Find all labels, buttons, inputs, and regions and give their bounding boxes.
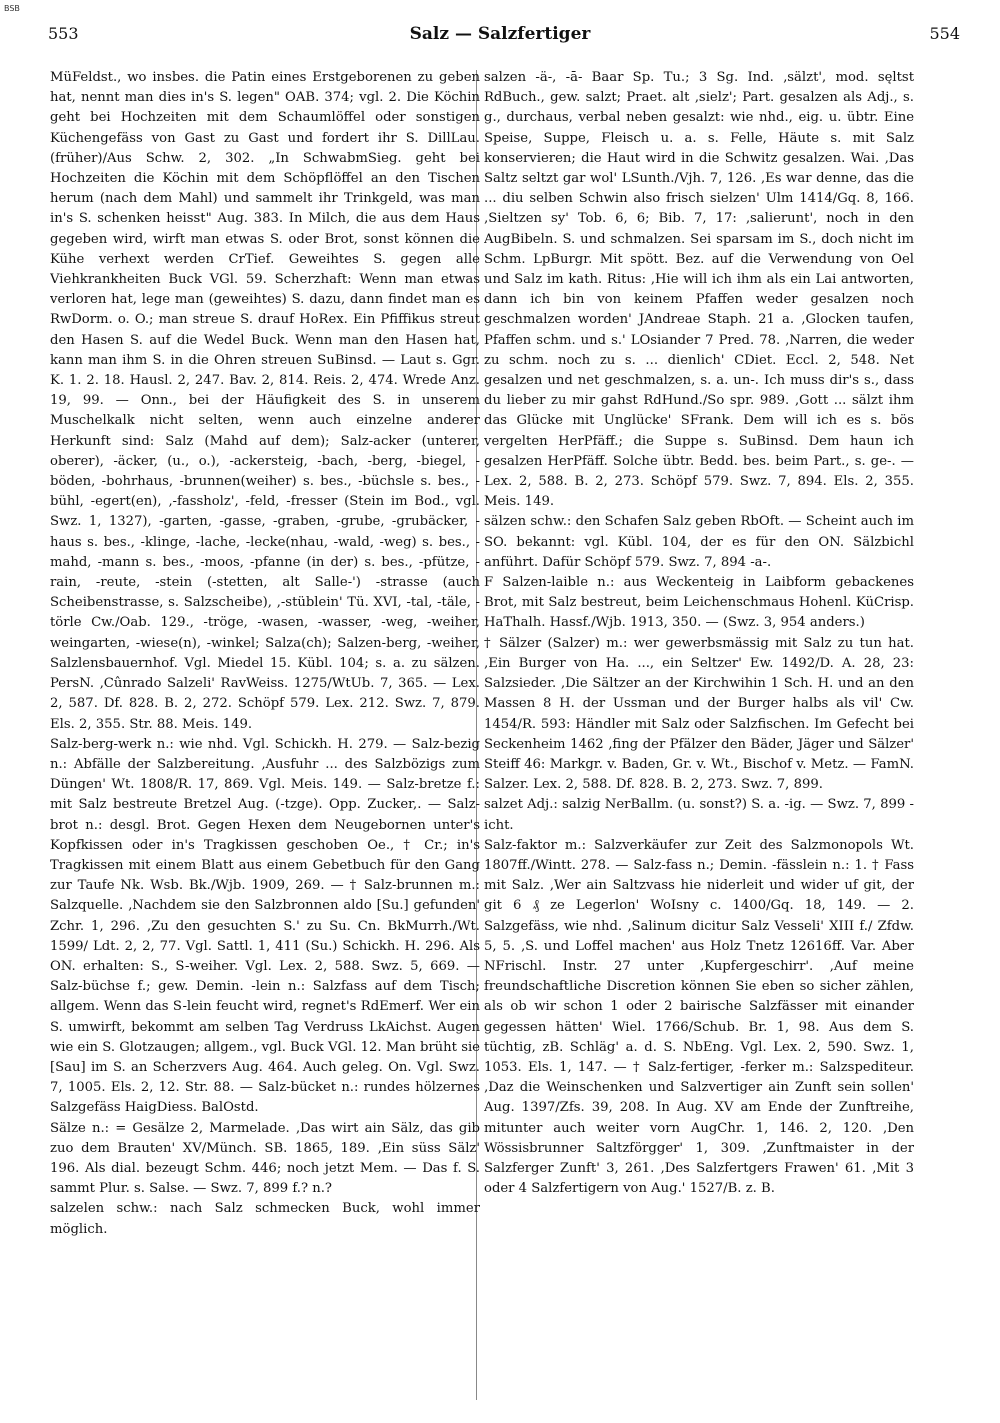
entry-saelzer: † Sälzer (Salzer) m.: wer gewerbsmässig mit Salz zu tun hat. ‚Ein Burger von Ha. ..., ein Seltzer' Ew. 1492/D. A. 28, 23: Salzsieder. ‚Die Sältzer an der Kirchwihin 1 Sch. H. und an den Massen 8 H. der Ussman und der Burger halbs als vil' Cw. 1454/R. 593: Händler mit Salz oder Salzfischen. Im Gefecht bei Seckenheim 1462 ‚fing der Pfälzer den Bäder, Jäger und Sälzer' Steiff 46: Markgr. v. Baden, Gr. v. Wt., Bischof v. Metz. — FamN. Salzer. Lex. 2, 588. Df. 828. B. 2, 273. Swz. 7, 899. <box>484 635 914 793</box>
entry-salzen-laible: F Salzen-laible n.: aus Weckenteig in Laibform gebackenes Brot, mit Salz bestreut, beim Leichenschmaus Hohenl. KüCrisp. HaThalh. Hassf./Wjb. 1913, 350. — (Swz. 3, 954 anders.) <box>484 575 914 631</box>
entry-salzelen: salzelen schw.: nach Salz schmecken Buck, wohl immer möglich. <box>50 1201 480 1237</box>
left-column <box>50 68 480 1408</box>
entry-salz-berg-werk: Salz-berg-werk n.: wie nhd. Vgl. Schickh. H. 279. — Salz-bezig n.: Abfälle der Salzbereitung. ‚Ausfuhr ... des Salzbözigs zum Düngen' Wt. 1808/R. 17, 869. Vgl. Meis. 149. — Salz-bretze f.: mit Salz bestreute Bretzel Aug. (-tzge). Opp. Zucker,. — Salz-brot n.: desgl. Brot. Gegen Hexen dem Neugebornen unter's Kopfkissen oder in's Tragkissen geschoben Oe., † Cr.; in's Tragkissen mit einem Blatt aus einem Gebetbuch für den Gang zur Taufe Nk. Wsb. Bk./Wjb. 1909, 269. — † Salz-brunnen m.: Salzquelle. ‚Nachdem sie den Salzbronnen aldo [Su.] gefunden' Zchr. 1, 296. ‚Zu den gesuchten S.' zu Su. Cn. BkMurrh./Wt. 1599/ Ldt. 2, 2, 77. Vgl. Sattl. 1, 411 (Su.) Schickh. H. 296. Als ON. erhalten: S., S-weiher. Vgl. Lex. 2, 588. Swz. 5, 669. — Salz-büchse f.; gew. Demin. -lein n.: Salzfass auf dem Tisch; allgem. Wenn das S-lein feucht wird, regnet's RdEmerf. Wer ein S. umwirft, bekommt am selben Tag Verdruss LkAichst. Augen wie ein S. Glotzaugen; allgem., vgl. Buck VGl. 12. Man brüht sie [Sau] im S. an Scherzvers Aug. 464. Auch geleg. On. Vgl. Swz. 7, 1005. Els. 2, 12. Str. 88. — Salz-bücket n.: rundes hölzernes Salzgefäss HaigDiess. BalOstd. <box>50 736 480 1116</box>
entry-saelze: Sälze n.: = Gesälze 2, Marmelade. ‚Das wirt ain Sälz, das gib zuo dem Brauten' XV/Münch. SB. 1865, 189. ‚Ein süss Sälz' 196. Als dial. bezeugt Schm. 446; noch jetzt Mem. — Das f. S. sammt Plur. s. Salse. — Swz. 7, 899 f.? n.? <box>50 1120 480 1197</box>
entry-salzen: salzen -ä-, -ā- Baar Sp. Tu.; 3 Sg. Ind. ‚sälzt', mod. sęltst RdBuch., gew. salzt; Praet. alt ‚sielz'; Part. gesalzen als Adj., s. g., durchaus, verbal neben gesalzt: wie nhd., eig. u. übtr. Eine Speise, Suppe, Fleisch u. a. s. Felle, Häute s. mit Salz konservieren; die Haut wird in die Schwitz gesalzen. Wai. ‚Das Saltz seltzt gar wol' LSunth./Vjh. 7, 126. ‚Es war denne, das die ... diu selben Schwin also frisch sielzen' Ulm 1414/Gq. 8, 166. ‚Sieltzen sy' Tob. 6, 6; Bib. 7, 17: ‚salierunt', noch in den AugBibeln. S. und schmalzen. Sei sparsam im S., doch nicht im Schm. LpBurgr. Mit spött. Bez. auf die Verwendung von Oel und Salz im kath. Ritus: ‚Hie will ich ihm als ein Lai antworten, dann ich bin von keinem Pfaffen weder gesalzen noch geschmalzen worden' JAndreae Staph. 21 a. ‚Glocken taufen, Pfaffen schm. und s.' LOsiander 7 Pred. 78. ‚Narren, die weder zu schm. noch zu s. ... dienlich' CDiet. Eccl. 2, 548. Net gesalzen und net geschmalzen, s. a. un-. Ich muss dir's s., dass du lieber zu mir gahst RdHund./So spr. 989. ‚Gott ... sälzt ihm das Glücke mit Unglücke' SFrank. Dem will ich es s. bös vergelten HerPfäff.; die Suppe s. SuBinsd. Dem haun ich gesalzen HerPfäff. Solche übtr. Bedd. bes. beim Part., s. ge-. — Lex. 2, 588. B. 2, 273. Schöpf 579. Swz. 7, 894. Els. 2, 355. Meis. 149. <box>484 70 914 510</box>
library-watermark: BSB <box>4 4 20 13</box>
running-title: Salz — Salzfertiger <box>409 24 591 44</box>
entry-salz-continued: MüFeldst., wo insbes. die Patin eines Erstgeborenen zu geben hat, nennt man dies in's S. legen" OAB. 374; vgl. 2. Die Köchin geht bei Hochzeiten mit dem Schaumlöffel oder sonstigen Küchengefäss von Gast zu Gast und fordert ihr S. DillLau. (früher)/Aus Schw. 2, 302. „In SchwabmSieg. geht bei Hochzeiten die Köchin mit dem Schöpflöffel an den Tischen herum (nach dem Mahl) und sammelt ihr Trinkgeld, was man in's S. schenken heisst" Aug. 383. In Milch, die aus dem Haus gegeben wird, wirft man etwas S. oder Brot, sonst können die Kühe verhext werden CrTief. Geweihtes S. gegen alle Viehkrankheiten Buck VGl. 59. Scherzhaft: Wenn man etwas verloren hat, lege man (geweihtes) S. dazu, dann findet man es RwDorm. o. O.; man streue S. drauf HoRex. Ein Pfiffikus streut den Hasen S. auf die Wedel Buck. Wenn man den Hasen hat, kann man ihm S. in die Ohren streuen SuBinsd. — Laut s. Ggr. K. 1. 2. 18. Hausl. 2, 247. Bav. 2, 814. Reis. 2, 474. Wrede Anz. 19, 99. — Onn., bei der Häufigkeit des S. in unserem Muschelkalk nicht selten, wenn auch einzelne anderer Herkunft sind: Salz (Mahd auf dem); Salz-acker (unterer, oberer), -äcker, (u., o.), -ackersteig, -bach, -berg, -biegel, -böden, -bohrhaus, -brunnen(weiher) s. bes., -büchsle s. bes., -bühl, -egert(en), ‚-fassholz', -feld, -fresser (Stein im Bod., vgl. Swz. 1, 1327), -garten, -gasse, -graben, -grube, -grubäcker, -haus s. bes., -klinge, -lache, -lecke(nhau, -wald, -weg) s. bes., -mahd, -mann s. bes., -moos, -pfanne (in der) s. bes., -pfütze, -rain, -reute, -stein (-stetten, alt Salle-') -strasse (auch Scheibenstrasse, s. Salzscheibe), ‚-stüblein' Tü. XVI, -tal, -täle, -törle Cw./Oab. 129., -tröge, -wasen, -wasser, -weg, -weiher, weingarten, -wiese(n), -winkel; Salza(ch); Salzen-berg, -weiher, Salzlensbauernhof. Vgl. Miedel 15. Kübl. 104; s. a. zu sälzen. PersN. ‚Cûnrado Salzeli' RavWeiss. 1275/WtUb. 7, 365. — Lex. 2, 587. Df. 828. B. 2, 272. Schöpf 579. Lex. 212. Swz. 7, 879. Els. 2, 355. Str. 88. Meis. 149. <box>50 70 480 732</box>
right-column <box>484 68 914 1408</box>
page-number-right: 554 <box>929 24 960 43</box>
entry-salzet: salzet Adj.: salzig NerBallm. (u. sonst?) S. a. -ig. — Swz. 7, 899 -icht. <box>484 797 914 833</box>
page-header <box>0 24 1000 48</box>
entry-saelzen: sälzen schw.: den Schafen Salz geben RbOft. — Scheint auch im SO. bekannt: vgl. Kübl. 104, der es für den ON. Sälzbichl anführt. Dafür Schöpf 579. Swz. 7, 894 -a-. <box>484 514 914 570</box>
entry-salz-faktor: Salz-faktor m.: Salzverkäufer zur Zeit des Salzmonopols Wt. 1807ff./Wintt. 278. — Salz-fass n.; Demin. -fässlein n.: 1. † Fass mit Salz. ‚Wer ain Saltzvass hie niderleit und wider uf git, der git 6 ₰ ze Legerlon' WoIsny c. 1400/Gq. 18, 149. — 2. Salzgefäss, wie nhd. ‚Salinum dicitur Salz Vesseli' XIII f./ Zfdw. 5, 5. ‚S. und Loffel machen' aus Holz Tnetz 12616ff. Var. Aber NFrischl. Instr. 27 unter ‚Kupfergeschirr'. ‚Auf meine freundschaftliche Discretion können Sie eben so sicher zählen, als ob wir schon 1 oder 2 bairische Salzfässer mit einander gegessen hätten' Wiel. 1766/Schub. Br. 1, 98. Aus dem S. tüchtig, zB. Schläg' a. d. S. NbEng. Vgl. Lex. 2, 590. Swz. 1, 1053. Els. 1, 147. — † Salz-fertiger, -ferker m.: Salzspediteur. ‚Daz die Weinschenken und Salzvertiger ain Zunft sein sollen' Aug. 1397/Zfs. 39, 208. In Aug. XV am Ende der Zunftreihe, mitunter auch weiter vorn AugChr. 1, 146. 2, 120. ‚Den Wössisbrunner Saltzförgger' 1, 309. ‚Zunftmaister in der Salzferger Zunft' 3, 261. ‚Des Salzfertgers Frawen' 61. ‚Mit 3 oder 4 Salzfertigern von Aug.' 1527/B. z. B. <box>484 837 914 1197</box>
page-number-left: 553 <box>48 24 79 43</box>
